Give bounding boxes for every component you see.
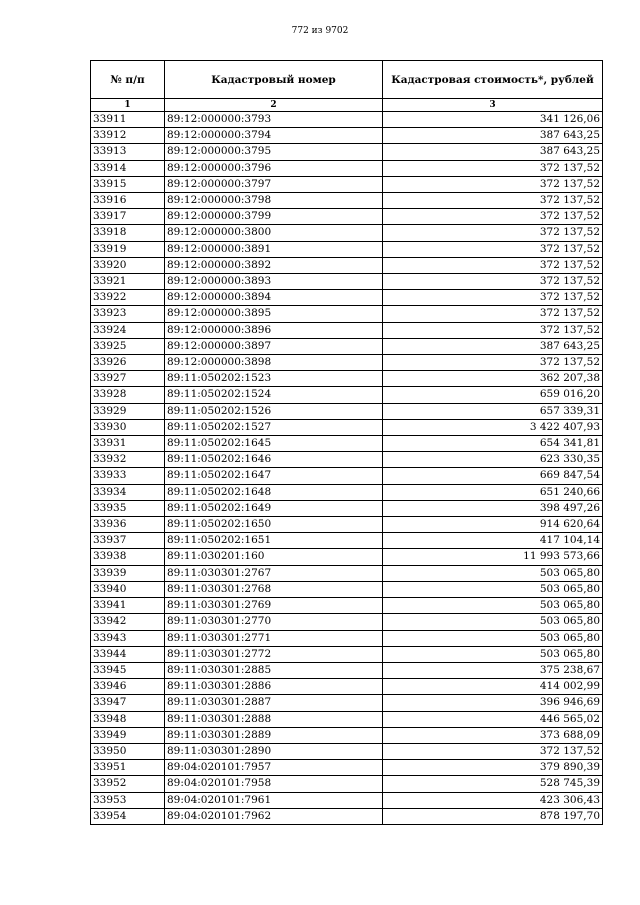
cadastral-number-cell: 89:11:050202:1651 [165, 533, 383, 549]
row-index-cell: 33942 [91, 614, 165, 630]
row-index-cell: 33920 [91, 257, 165, 273]
row-index-cell: 33911 [91, 112, 165, 128]
row-index-cell: 33930 [91, 419, 165, 435]
row-index-cell: 33943 [91, 630, 165, 646]
table-row [91, 792, 603, 808]
table-header [91, 61, 603, 112]
cadastral-value-cell: 446 565,02 [383, 711, 603, 727]
table-row [91, 403, 603, 419]
cadastral-number-cell: 89:12:000000:3896 [165, 322, 383, 338]
cadastral-number-cell: 89:11:050202:1524 [165, 387, 383, 403]
table-row [91, 808, 603, 824]
cadastral-number-cell: 89:11:050202:1647 [165, 468, 383, 484]
cadastral-value-cell: 503 065,80 [383, 598, 603, 614]
row-index-cell: 33936 [91, 517, 165, 533]
row-index-cell: 33933 [91, 468, 165, 484]
column-number: 3 [383, 99, 603, 112]
row-index-cell: 33939 [91, 565, 165, 581]
cadastral-value-cell: 651 240,66 [383, 484, 603, 500]
cadastral-value-cell: 3 422 407,93 [383, 419, 603, 435]
cadastral-value-cell: 657 339,31 [383, 403, 603, 419]
cadastral-value-cell: 414 002,99 [383, 679, 603, 695]
page-indicator: 772 из 9702 [291, 26, 349, 36]
cadastral-value-cell: 372 137,52 [383, 322, 603, 338]
table-row [91, 776, 603, 792]
table-row [91, 452, 603, 468]
table-row [91, 614, 603, 630]
cadastral-value-cell: 362 207,38 [383, 371, 603, 387]
table-row [91, 193, 603, 209]
cadastral-number-cell: 89:12:000000:3797 [165, 176, 383, 192]
table-row [91, 257, 603, 273]
cadastral-number-cell: 89:12:000000:3898 [165, 355, 383, 371]
row-index-cell: 33928 [91, 387, 165, 403]
cadastral-value-cell: 503 065,80 [383, 630, 603, 646]
cadastral-value-cell: 372 137,52 [383, 193, 603, 209]
table-body [91, 112, 603, 825]
cadastral-table [90, 60, 603, 825]
row-index-cell: 33947 [91, 695, 165, 711]
table-row [91, 500, 603, 516]
row-index-cell: 33932 [91, 452, 165, 468]
cadastral-number-cell: 89:11:050202:1646 [165, 452, 383, 468]
row-index-cell: 33949 [91, 727, 165, 743]
cadastral-number-cell: 89:11:030301:2890 [165, 743, 383, 759]
table-row [91, 274, 603, 290]
cadastral-number-cell: 89:12:000000:3795 [165, 144, 383, 160]
table-row [91, 371, 603, 387]
row-index-cell: 33916 [91, 193, 165, 209]
table-row [91, 436, 603, 452]
cadastral-value-cell: 372 137,52 [383, 160, 603, 176]
table-row [91, 176, 603, 192]
cadastral-value-cell: 387 643,25 [383, 338, 603, 354]
cadastral-number-cell: 89:04:020101:7958 [165, 776, 383, 792]
row-index-cell: 33950 [91, 743, 165, 759]
table-row [91, 695, 603, 711]
header-row [91, 61, 603, 99]
row-index-cell: 33938 [91, 549, 165, 565]
cadastral-number-cell: 89:11:050202:1650 [165, 517, 383, 533]
table-row [91, 517, 603, 533]
cadastral-value-cell: 398 497,26 [383, 500, 603, 516]
table-row [91, 630, 603, 646]
cadastral-value-cell: 372 137,52 [383, 306, 603, 322]
row-index-cell: 33944 [91, 646, 165, 662]
cadastral-number-cell: 89:11:030301:2889 [165, 727, 383, 743]
table-row [91, 112, 603, 128]
cadastral-value-cell: 654 341,81 [383, 436, 603, 452]
row-index-cell: 33941 [91, 598, 165, 614]
table-row [91, 419, 603, 435]
cadastral-number-cell: 89:12:000000:3800 [165, 225, 383, 241]
cadastral-number-cell: 89:12:000000:3793 [165, 112, 383, 128]
table-row [91, 679, 603, 695]
table-row [91, 160, 603, 176]
cadastral-value-cell: 503 065,80 [383, 565, 603, 581]
cadastral-number-cell: 89:11:050202:1527 [165, 419, 383, 435]
table-row [91, 290, 603, 306]
row-index-cell: 33946 [91, 679, 165, 695]
cadastral-value-cell: 623 330,35 [383, 452, 603, 468]
row-index-cell: 33925 [91, 338, 165, 354]
cadastral-value-cell: 669 847,54 [383, 468, 603, 484]
cadastral-number-cell: 89:11:030301:2888 [165, 711, 383, 727]
row-index-cell: 33952 [91, 776, 165, 792]
cadastral-value-cell: 372 137,52 [383, 355, 603, 371]
column-header-number: № п/п [91, 61, 165, 99]
row-index-cell: 33912 [91, 128, 165, 144]
table-row [91, 387, 603, 403]
row-index-cell: 33922 [91, 290, 165, 306]
table-row [91, 581, 603, 597]
cadastral-number-cell: 89:12:000000:3796 [165, 160, 383, 176]
column-number-row [91, 99, 603, 112]
table-row [91, 306, 603, 322]
table-row [91, 484, 603, 500]
table-row [91, 225, 603, 241]
cadastral-value-cell: 503 065,80 [383, 646, 603, 662]
cadastral-value-cell: 503 065,80 [383, 614, 603, 630]
cadastral-value-cell: 914 620,64 [383, 517, 603, 533]
row-index-cell: 33929 [91, 403, 165, 419]
table-row [91, 646, 603, 662]
cadastral-number-cell: 89:11:030301:2767 [165, 565, 383, 581]
cadastral-number-cell: 89:04:020101:7962 [165, 808, 383, 824]
row-index-cell: 33934 [91, 484, 165, 500]
cadastral-value-cell: 423 306,43 [383, 792, 603, 808]
row-index-cell: 33945 [91, 662, 165, 678]
row-index-cell: 33948 [91, 711, 165, 727]
cadastral-number-cell: 89:11:030301:2771 [165, 630, 383, 646]
table-row [91, 549, 603, 565]
row-index-cell: 33931 [91, 436, 165, 452]
table-row [91, 760, 603, 776]
row-index-cell: 33926 [91, 355, 165, 371]
cadastral-value-cell: 372 137,52 [383, 274, 603, 290]
cadastral-number-cell: 89:12:000000:3798 [165, 193, 383, 209]
cadastral-number-cell: 89:11:030301:2887 [165, 695, 383, 711]
cadastral-value-cell: 372 137,52 [383, 209, 603, 225]
table-row [91, 338, 603, 354]
column-number: 1 [91, 99, 165, 112]
column-header-cadastral-number: Кадастровый номер [165, 61, 383, 99]
cadastral-value-cell: 417 104,14 [383, 533, 603, 549]
column-header-cadastral-value: Кадастровая стоимость*, рублей [383, 61, 603, 99]
row-index-cell: 33913 [91, 144, 165, 160]
row-index-cell: 33951 [91, 760, 165, 776]
cadastral-value-cell: 372 137,52 [383, 257, 603, 273]
row-index-cell: 33924 [91, 322, 165, 338]
cadastral-value-cell: 387 643,25 [383, 144, 603, 160]
cadastral-number-cell: 89:11:050202:1645 [165, 436, 383, 452]
cadastral-number-cell: 89:11:030301:2886 [165, 679, 383, 695]
table-row [91, 322, 603, 338]
cadastral-number-cell: 89:12:000000:3892 [165, 257, 383, 273]
cadastral-value-cell: 372 137,52 [383, 241, 603, 257]
cadastral-number-cell: 89:12:000000:3897 [165, 338, 383, 354]
row-index-cell: 33917 [91, 209, 165, 225]
cadastral-value-cell: 878 197,70 [383, 808, 603, 824]
cadastral-value-cell: 659 016,20 [383, 387, 603, 403]
cadastral-number-cell: 89:11:030301:2885 [165, 662, 383, 678]
cadastral-number-cell: 89:12:000000:3894 [165, 290, 383, 306]
table-row [91, 468, 603, 484]
row-index-cell: 33953 [91, 792, 165, 808]
row-index-cell: 33914 [91, 160, 165, 176]
cadastral-number-cell: 89:11:030301:2772 [165, 646, 383, 662]
cadastral-number-cell: 89:12:000000:3794 [165, 128, 383, 144]
row-index-cell: 33937 [91, 533, 165, 549]
row-index-cell: 33935 [91, 500, 165, 516]
table-row [91, 743, 603, 759]
cadastral-number-cell: 89:11:030301:2769 [165, 598, 383, 614]
cadastral-number-cell: 89:11:030301:2770 [165, 614, 383, 630]
row-index-cell: 33915 [91, 176, 165, 192]
cadastral-value-cell: 372 137,52 [383, 743, 603, 759]
table-row [91, 241, 603, 257]
row-index-cell: 33921 [91, 274, 165, 290]
table-row [91, 533, 603, 549]
cadastral-number-cell: 89:04:020101:7957 [165, 760, 383, 776]
cadastral-value-cell: 372 137,52 [383, 225, 603, 241]
cadastral-value-cell: 341 126,06 [383, 112, 603, 128]
table-row [91, 355, 603, 371]
cadastral-value-cell: 503 065,80 [383, 581, 603, 597]
cadastral-value-cell: 373 688,09 [383, 727, 603, 743]
table-row [91, 598, 603, 614]
cadastral-value-cell: 11 993 573,66 [383, 549, 603, 565]
cadastral-value-cell: 372 137,52 [383, 290, 603, 306]
cadastral-number-cell: 89:12:000000:3895 [165, 306, 383, 322]
row-index-cell: 33923 [91, 306, 165, 322]
table-row [91, 565, 603, 581]
table-row [91, 144, 603, 160]
cadastral-value-cell: 387 643,25 [383, 128, 603, 144]
cadastral-value-cell: 528 745,39 [383, 776, 603, 792]
cadastral-number-cell: 89:11:050202:1526 [165, 403, 383, 419]
cadastral-number-cell: 89:12:000000:3893 [165, 274, 383, 290]
cadastral-number-cell: 89:11:050202:1523 [165, 371, 383, 387]
row-index-cell: 33954 [91, 808, 165, 824]
table-row [91, 209, 603, 225]
cadastral-number-cell: 89:04:020101:7961 [165, 792, 383, 808]
column-number: 2 [165, 99, 383, 112]
row-index-cell: 33940 [91, 581, 165, 597]
cadastral-number-cell: 89:11:050202:1649 [165, 500, 383, 516]
row-index-cell: 33919 [91, 241, 165, 257]
cadastral-value-cell: 379 890,39 [383, 760, 603, 776]
cadastral-number-cell: 89:11:030301:2768 [165, 581, 383, 597]
row-index-cell: 33927 [91, 371, 165, 387]
cadastral-number-cell: 89:12:000000:3799 [165, 209, 383, 225]
cadastral-value-cell: 372 137,52 [383, 176, 603, 192]
cadastral-number-cell: 89:11:050202:1648 [165, 484, 383, 500]
table-row [91, 711, 603, 727]
table-row [91, 662, 603, 678]
cadastral-value-cell: 375 238,67 [383, 662, 603, 678]
cadastral-number-cell: 89:11:030201:160 [165, 549, 383, 565]
cadastral-value-cell: 396 946,69 [383, 695, 603, 711]
table-row [91, 727, 603, 743]
table-row [91, 128, 603, 144]
row-index-cell: 33918 [91, 225, 165, 241]
cadastral-number-cell: 89:12:000000:3891 [165, 241, 383, 257]
